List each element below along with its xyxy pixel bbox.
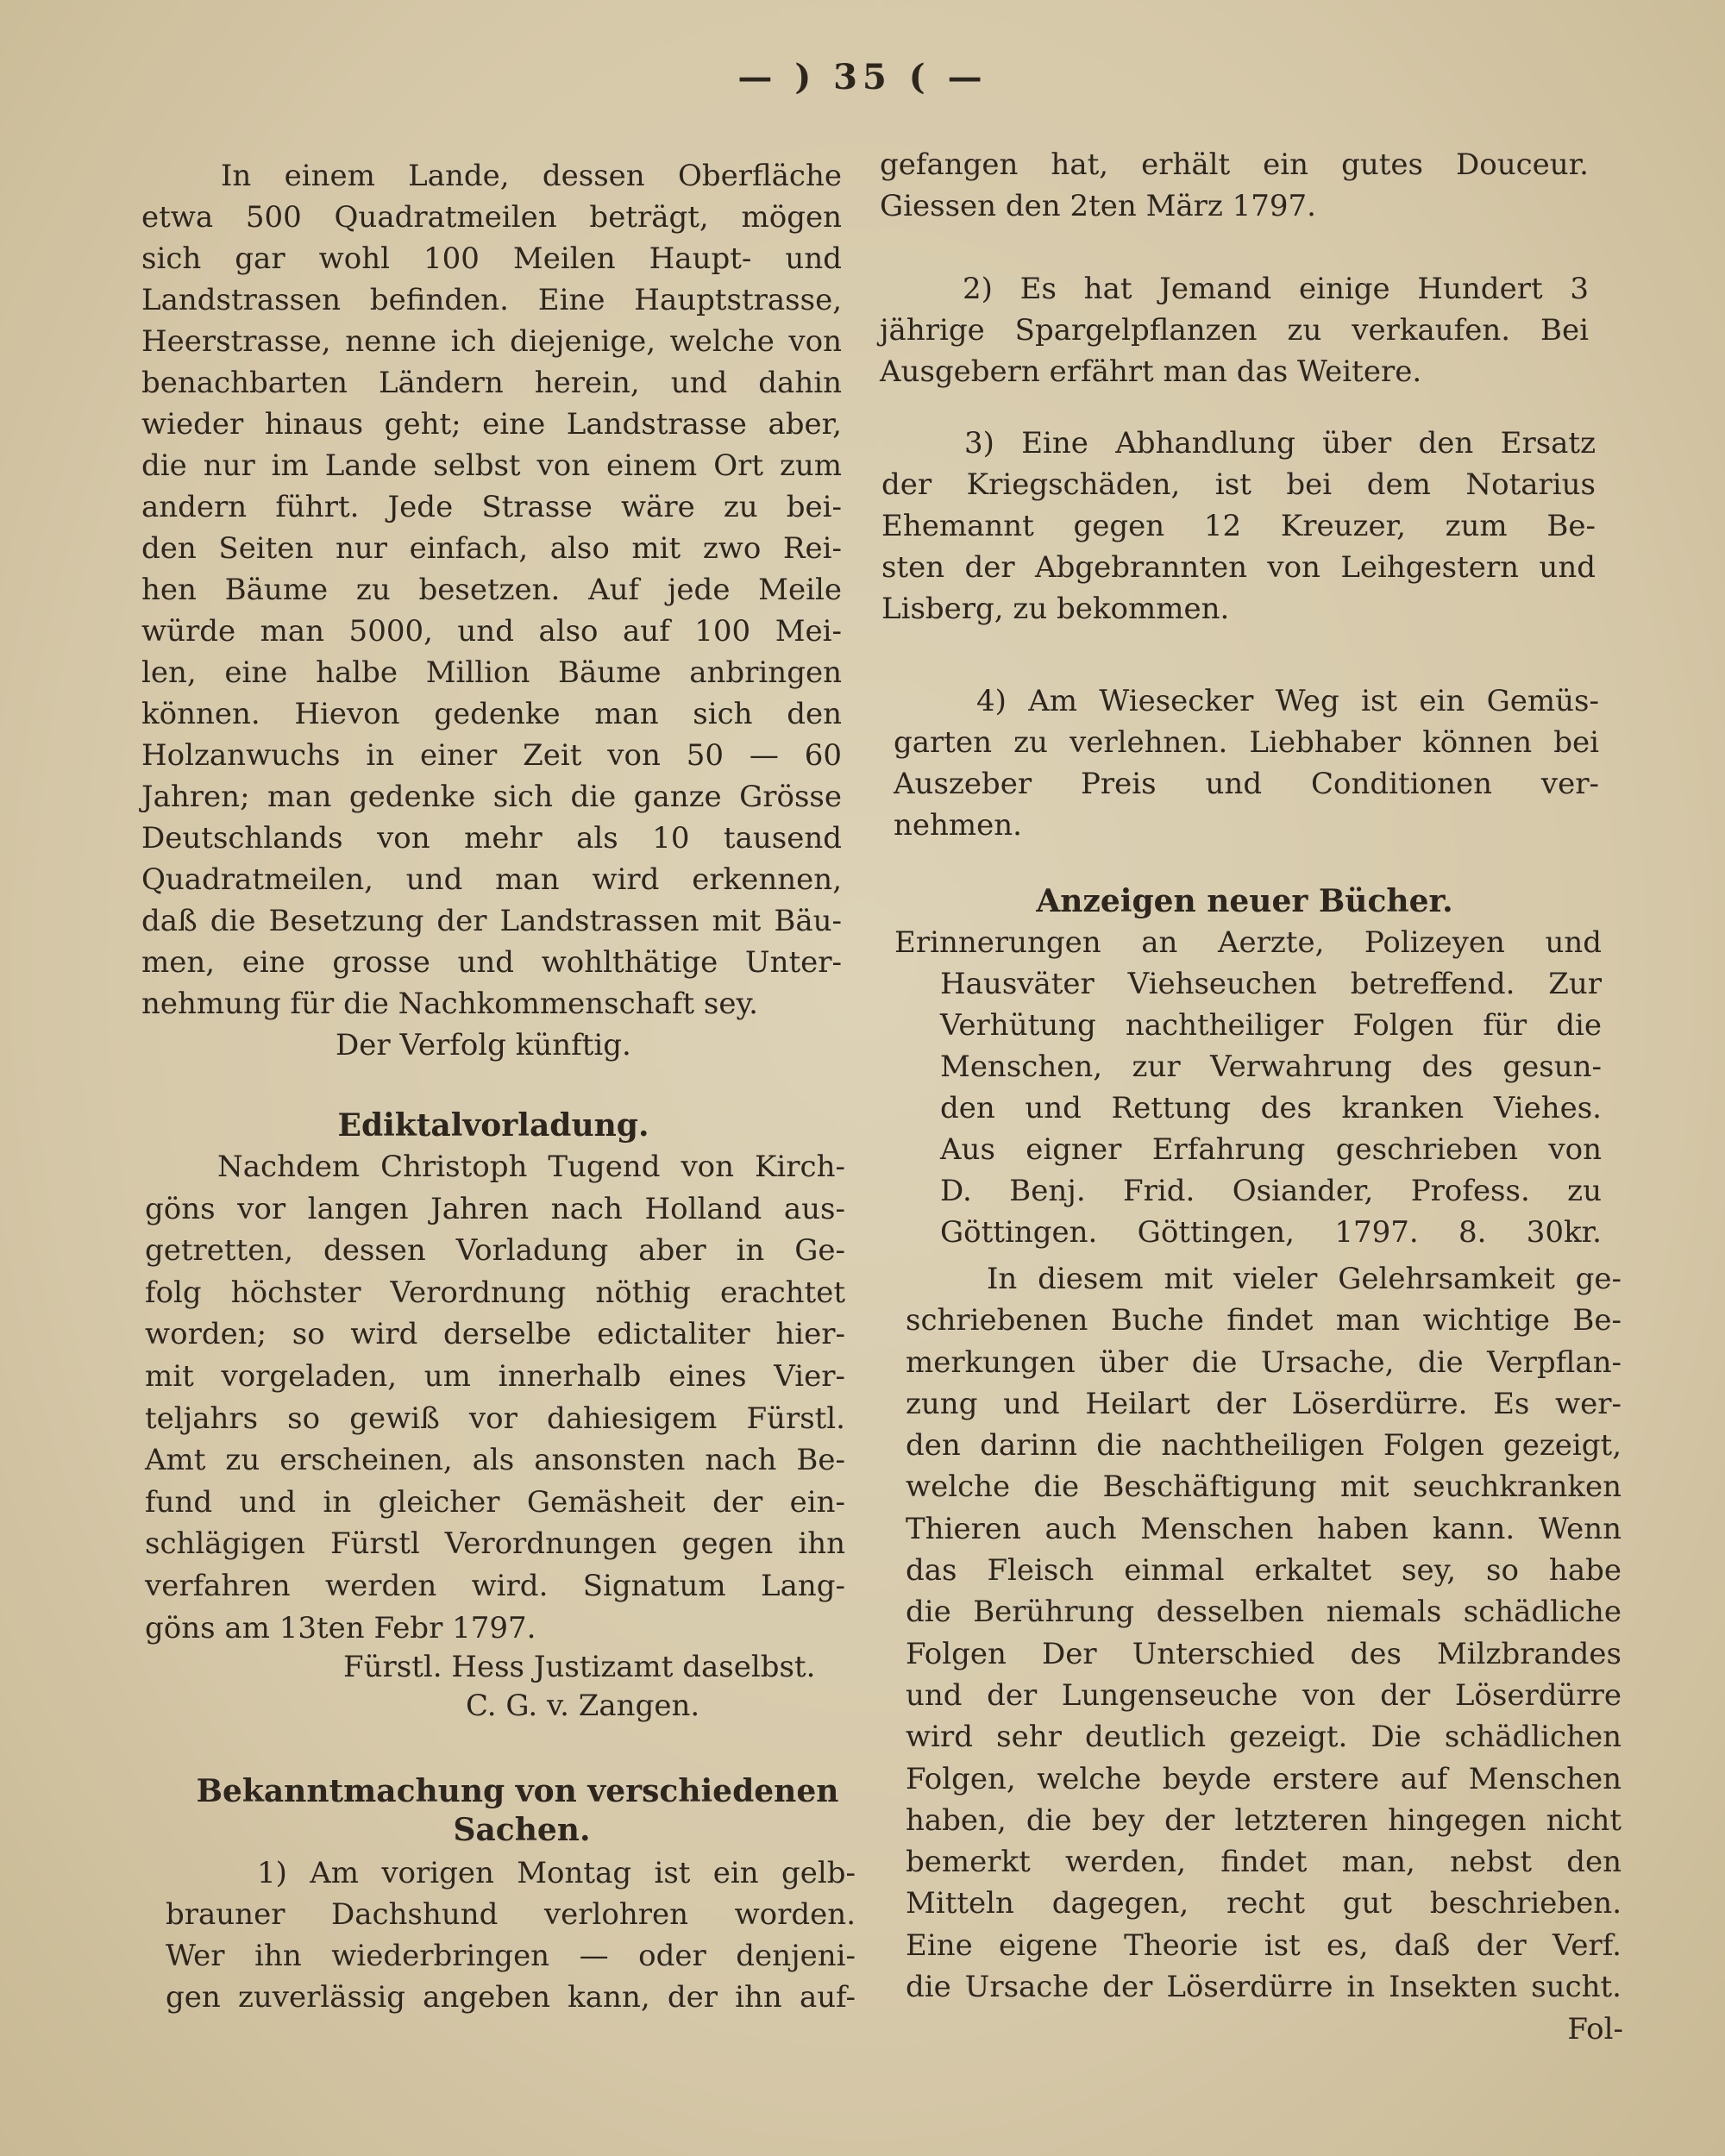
text-line: sten der Abgebrannten von Leihgestern und — [881, 550, 1596, 585]
text-line: nehmung für die Nachkommenschaft sey. — [141, 987, 758, 1021]
text-line: welche die Beschäftigung mit seuchkranken — [906, 1470, 1622, 1505]
text-line: 2) Es hat Jemand einige Hundert 3 — [963, 272, 1589, 306]
text-line: merkungen über die Ursache, die Verpflan- — [906, 1344, 1622, 1380]
text-line: Jahren; man gedenke sich die ganze Grösse — [141, 780, 842, 814]
text-line: men, eine grosse und wohlthätige Unter- — [141, 945, 842, 980]
text-line: In diesem mit vieler Gelehrsamkeit ge- — [987, 1262, 1622, 1296]
book-review — [906, 1258, 1622, 2008]
text-line: len, eine halbe Million Bäume anbringen — [141, 655, 842, 690]
text-line: bemerkt werden, findet man, nebst den — [906, 1845, 1622, 1880]
text-line: D. Benj. Frid. Osiander, Profess. zu — [940, 1174, 1602, 1208]
text-line: Heerstrasse, nenne ich diejenige, welche von — [141, 324, 842, 359]
text-line: die Berührung desselben niemals schädliche — [906, 1595, 1622, 1630]
text-line: Quadratmeilen, und man wird erkennen, — [141, 862, 842, 897]
text-line: hen Bäume zu besetzen. Auf jede Meile — [141, 573, 842, 607]
text-line: Giessen den 2ten März 1797. — [880, 189, 1316, 223]
notice-3 — [881, 423, 1596, 630]
text-line: andern führt. Jede Strasse wäre zu bei- — [141, 490, 842, 524]
text-line: den und Rettung des kranken Viehes. — [940, 1091, 1602, 1125]
text-line: Aus eigner Erfahrung geschrieben von — [940, 1132, 1602, 1167]
text-line: Amt zu erscheinen, als ansonsten nach Be- — [145, 1443, 845, 1478]
text-line: gefangen hat, erhält ein gutes Douceur. — [880, 147, 1589, 182]
text-line: daß die Besetzung der Landstrassen mit Bäu- — [141, 904, 842, 938]
book-title — [894, 922, 1602, 1253]
text-line: göns vor langen Jahren nach Holland aus- — [145, 1191, 845, 1226]
catchword: Fol- — [1567, 2012, 1623, 2046]
text-line: würde man 5000, und also auf 100 Mei- — [141, 614, 842, 649]
text-line: Folgen, welche beyde erstere auf Menschen — [906, 1761, 1622, 1796]
text-line: worden; so wird derselbe edictaliter hier- — [145, 1317, 845, 1352]
text-line: Göttingen. Göttingen, 1797. 8. 30kr. — [940, 1215, 1602, 1250]
notice-1 — [166, 1852, 856, 2018]
books-heading: Anzeigen neuer Bücher. — [1036, 883, 1453, 919]
text-line: Hausväter Viehseuchen betreffend. Zur — [940, 967, 1602, 1001]
text-line: mit vorgeladen, um innerhalb eines Vier- — [145, 1358, 845, 1394]
text-line: wird sehr deutlich gezeigt. Die schädlichen — [906, 1720, 1622, 1755]
notices-heading-cont: Sachen. — [453, 1812, 591, 1848]
text-line: haben, die bey der letzteren hingegen nicht — [906, 1802, 1622, 1838]
text-line: 3) Eine Abhandlung über den Ersatz — [964, 426, 1596, 461]
text-line: und der Lungenseuche von der Löserdürre — [906, 1677, 1622, 1713]
text-line: Eine eigene Theorie ist es, daß der Verf. — [906, 1927, 1622, 1963]
text-line: die Ursache der Löserdürre in Insekten sucht. — [906, 1970, 1622, 2005]
text-line: Holzanwuchs in einer Zeit von 50 — 60 — [141, 738, 842, 773]
edict-body — [145, 1146, 845, 1649]
edict-signatory: C. G. v. Zangen. — [466, 1689, 700, 1723]
text-line: das Fleisch einmal erkaltet sey, so habe — [906, 1553, 1622, 1589]
text-line: zung und Heilart der Löserdürre. Es wer- — [906, 1386, 1622, 1421]
text-line: Verhütung nachtheiliger Folgen für die — [940, 1008, 1602, 1043]
notice-4 — [894, 680, 1599, 846]
text-line: jährige Spargelpflanzen zu verkaufen. Bei — [880, 313, 1589, 348]
text-line: Lisberg, zu bekommen. — [881, 592, 1230, 626]
text-line: folg höchster Verordnung nöthig erachtet — [145, 1275, 845, 1310]
text-line: den darinn die nachtheiligen Folgen gezeigt, — [906, 1428, 1622, 1463]
text-line: teljahrs so gewiß vor dahiesigem Fürstl. — [145, 1401, 845, 1436]
text-line: brauner Dachshund verlohren worden. — [166, 1897, 856, 1932]
text-line: Ausgebern erfährt man das Weitere. — [880, 354, 1422, 389]
article-roads — [141, 155, 842, 1066]
text-line: Ehemannt gegen 12 Kreuzer, zum Be- — [881, 509, 1596, 543]
text-line: verfahren werden wird. Signatum Lang- — [145, 1568, 845, 1603]
text-line: In einem Lande, dessen Oberfläche — [221, 159, 842, 193]
text-line: Landstrassen befinden. Eine Hauptstrasse, — [141, 283, 842, 317]
text-line: 4) Am Wiesecker Weg ist ein Gemüs- — [976, 684, 1599, 718]
text-line: den Seiten nur einfach, also mit zwo Rei- — [141, 531, 842, 566]
text-line: Nachdem Christoph Tugend von Kirch- — [217, 1150, 845, 1184]
text-line: Auszeber Preis und Conditionen ver- — [894, 767, 1599, 801]
text-line: sich gar wohl 100 Meilen Haupt- und — [141, 241, 842, 276]
text-line: benachbarten Ländern herein, und dahin — [141, 366, 842, 400]
text-line: schlägigen Fürstl Verordnungen gegen ihn — [145, 1526, 845, 1562]
notice-2 — [880, 268, 1589, 392]
text-line: göns am 13ten Febr 1797. — [145, 1610, 536, 1645]
text-line: Folgen Der Unterschied des Milzbrandes — [906, 1636, 1622, 1671]
text-line: die nur im Lande selbst von einem Ort zum — [141, 448, 842, 483]
text-line: gen zuverlässig angeben kann, der ihn auf- — [166, 1980, 856, 2015]
page-number: — ) 35 ( — — [737, 57, 988, 97]
text-line: fund und in gleicher Gemäsheit der ein- — [145, 1484, 845, 1520]
edict-office: Fürstl. Hess Justizamt daselbst. — [343, 1650, 816, 1684]
text-line: garten zu verlehnen. Liebhaber können bei — [894, 725, 1599, 760]
text-line: Wer ihn wiederbringen — oder denjeni- — [166, 1939, 856, 1973]
text-line: Thieren auch Menschen haben kann. Wenn — [906, 1511, 1622, 1546]
notices-heading: Bekanntmachung von verschiedenen — [196, 1773, 839, 1809]
text-line: Menschen, zur Verwahrung des gesun- — [940, 1050, 1602, 1084]
text-line: schriebenen Buche findet man wichtige Be- — [906, 1303, 1622, 1338]
text-line: können. Hievon gedenke man sich den — [141, 697, 842, 731]
text-line: der Kriegschäden, ist bei dem Notarius — [881, 467, 1596, 502]
text-line: 1) Am vorigen Montag ist ein gelb- — [257, 1856, 856, 1890]
edict-heading: Ediktalvorladung. — [337, 1107, 649, 1144]
notice-1-end — [880, 144, 1589, 227]
text-line: getretten, dessen Vorladung aber in Ge- — [145, 1233, 845, 1269]
text-line: nehmen. — [894, 808, 1022, 843]
text-line: Mitteln dagegen, recht gut beschrieben. — [906, 1886, 1622, 1921]
text-line: wieder hinaus geht; eine Landstrasse aber, — [141, 407, 842, 442]
text-line: Der Verfolg künftig. — [336, 1028, 631, 1062]
text-line: Deutschlands von mehr als 10 tausend — [141, 821, 842, 856]
text-line: Erinnerungen an Aerzte, Polizeyen und — [894, 925, 1602, 960]
text-line: etwa 500 Quadratmeilen beträgt, mögen — [141, 200, 842, 235]
